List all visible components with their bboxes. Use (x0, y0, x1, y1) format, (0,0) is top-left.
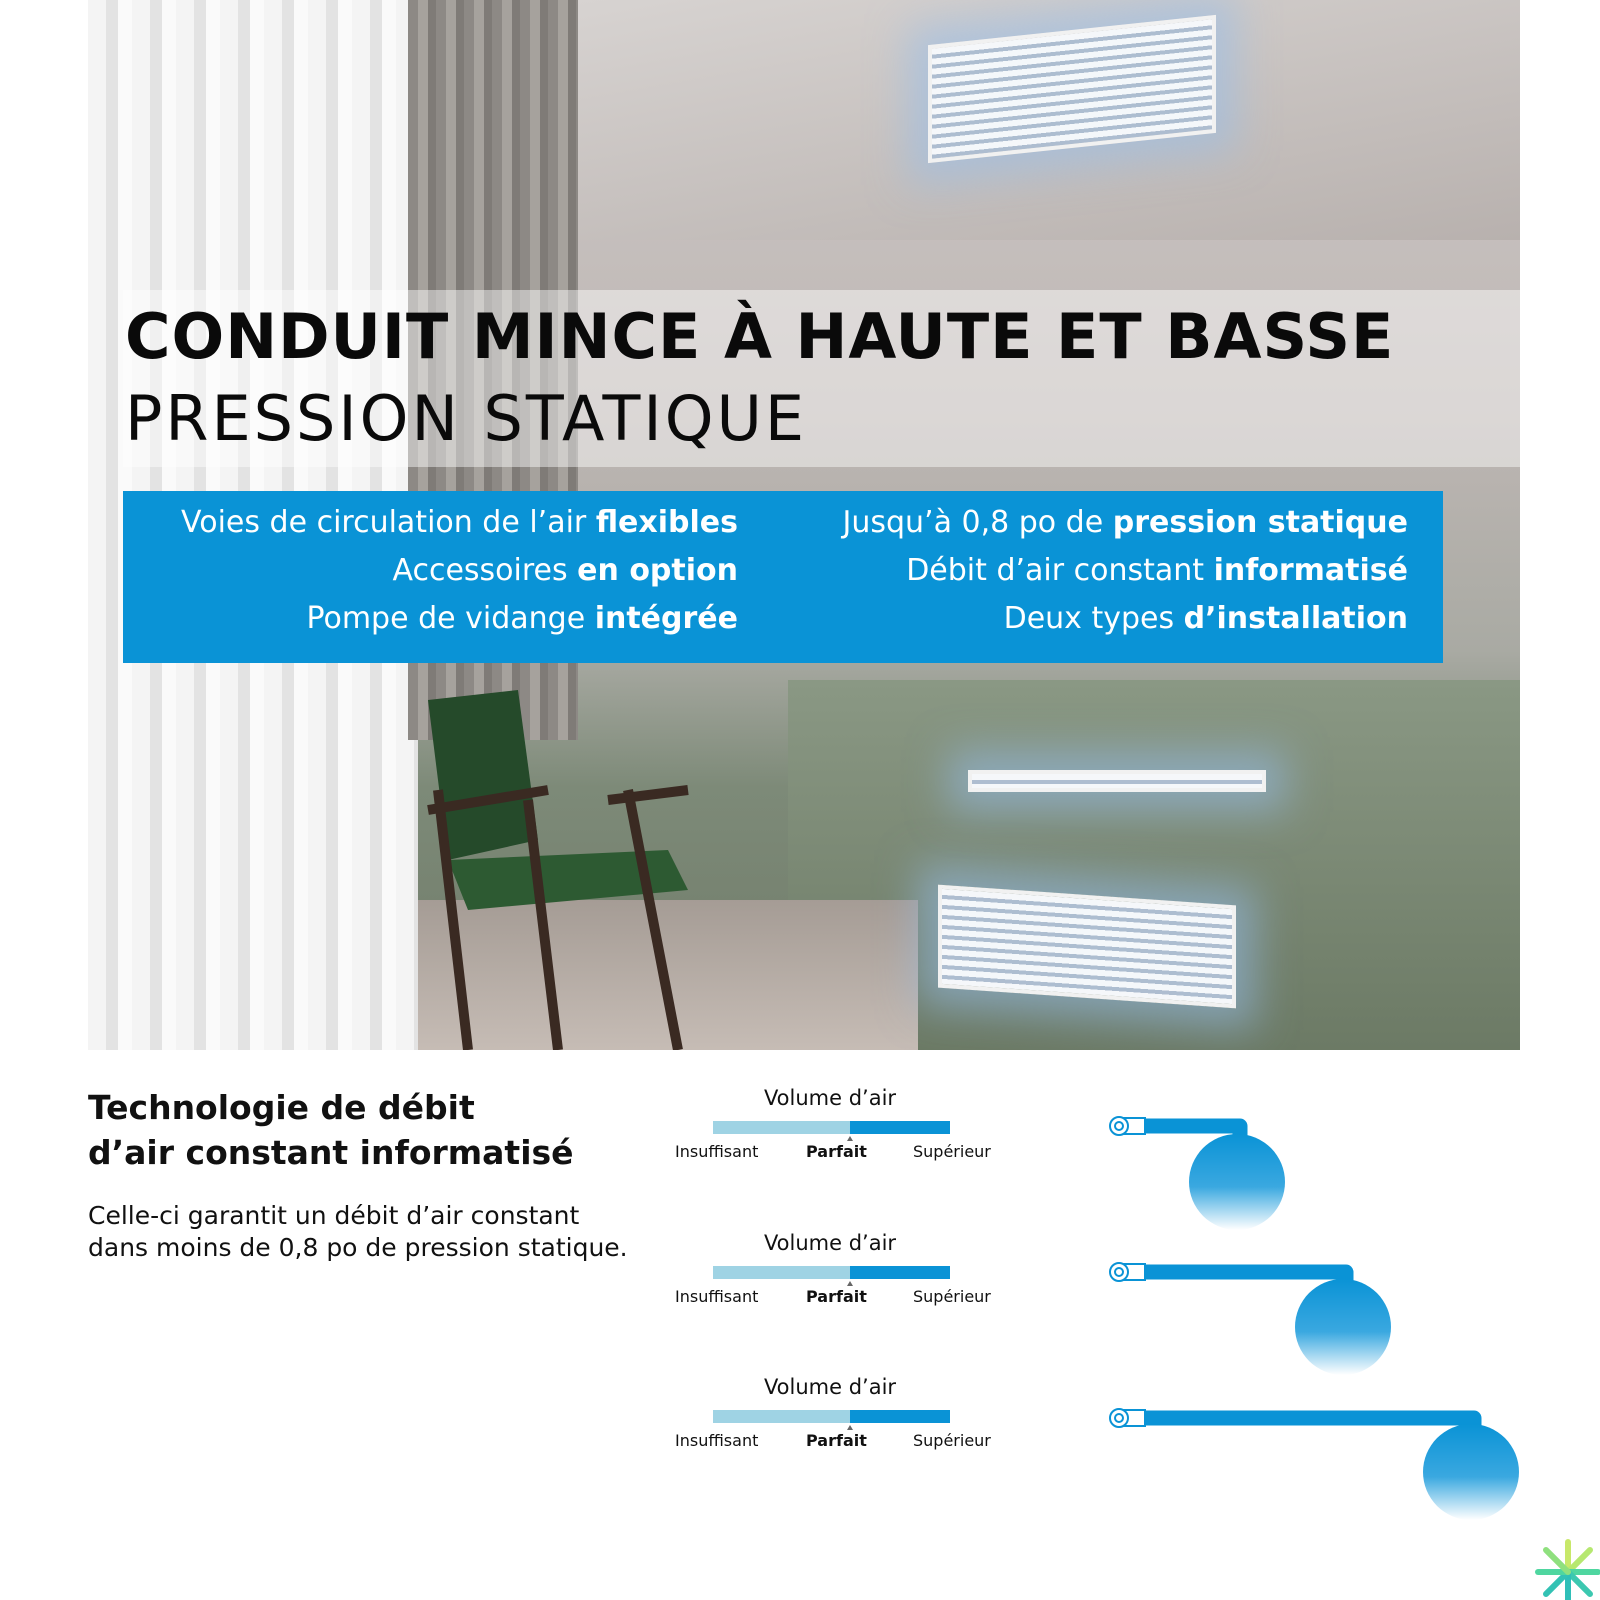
tick-high: Supérieur (913, 1431, 991, 1450)
duct-short (1110, 1117, 1285, 1230)
feature-item: Jusqu’à 0,8 po de pression statique (842, 505, 1408, 540)
tick-low: Insuffisant (675, 1287, 759, 1306)
snowflake-logo-icon (1538, 1542, 1598, 1600)
feature-item: Deux types d’installation (1003, 601, 1408, 636)
tick-high: Supérieur (913, 1287, 991, 1306)
feature-item: Débit d’air constant informatisé (906, 553, 1408, 588)
duct-long (1110, 1409, 1519, 1520)
section-description: Celle-ci garantit un débit d’air constant dans moins de 0,8 po de pression statique. (88, 1201, 628, 1262)
tick-mid: Parfait (806, 1142, 867, 1161)
tick-mid: Parfait (806, 1287, 867, 1306)
tick-mid: Parfait (806, 1431, 867, 1450)
tick-high: Supérieur (913, 1142, 991, 1161)
tick-low: Insuffisant (675, 1142, 759, 1161)
duct-medium (1110, 1263, 1391, 1375)
tick-low: Insuffisant (675, 1431, 759, 1450)
feature-item: Voies de circulation de l’air flexibles (181, 505, 738, 540)
meter-label: Volume d’air (763, 1231, 897, 1255)
page-subtitle: PRESSION STATIQUE (125, 382, 808, 455)
section-heading: Technologie de débit d’air constant informatisé (88, 1088, 574, 1172)
feature-item: Accessoires en option (392, 553, 738, 588)
meter-label: Volume d’air (763, 1375, 897, 1399)
meter-label: Volume d’air (763, 1086, 897, 1110)
page-title: CONDUIT MINCE À HAUTE ET BASSE (125, 300, 1395, 373)
feature-item: Pompe de vidange intégrée (306, 601, 738, 636)
